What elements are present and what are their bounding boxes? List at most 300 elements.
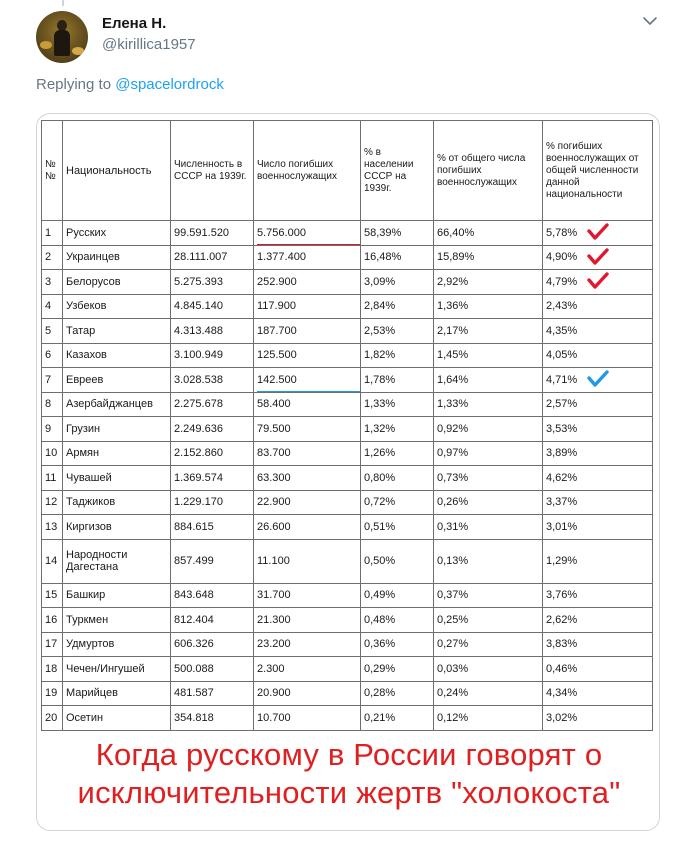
cell-pct-population [361, 294, 434, 319]
cell-nationality [63, 221, 171, 246]
cell-pct-own [543, 270, 653, 295]
nationality-losses-table [41, 120, 653, 731]
cell-killed-text: 58.400 [257, 398, 291, 411]
cell-killed [254, 490, 361, 515]
cell-population-text: 857.499 [174, 555, 214, 567]
cell-pct-total-killed-text: 1,64% [437, 373, 469, 386]
cell-num-text: 2 [45, 251, 52, 264]
table-row [42, 441, 653, 466]
cell-population [171, 221, 254, 246]
cell-killed [254, 294, 361, 319]
cell-population [171, 466, 254, 491]
table-row [42, 368, 653, 393]
cell-num-text: 18 [45, 662, 58, 675]
checkmark-icon [587, 272, 609, 290]
caption-text [37, 736, 660, 812]
cell-pct-total-killed [434, 270, 543, 295]
cell-nationality [63, 270, 171, 295]
cell-killed-text: 1.377.400 [257, 251, 306, 264]
cell-nationality [63, 706, 171, 731]
cell-nationality [63, 608, 171, 633]
cell-num-text: 17 [45, 638, 58, 651]
cell-pct-population-text: 1,33% [364, 398, 396, 411]
cell-killed-text: 10.700 [257, 711, 291, 724]
cell-killed-text: 22.900 [257, 496, 291, 509]
cell-num [42, 441, 63, 466]
cell-pct-total-killed-text: 2,17% [437, 324, 469, 337]
cell-population-text: 606.326 [174, 638, 214, 651]
cell-population [171, 706, 254, 731]
cell-nationality-text: Украинцев [66, 251, 120, 264]
cell-pct-own-text: 4,05% [546, 349, 578, 362]
header-population: Численность в СССР на 1939г. [171, 121, 254, 221]
table-row [42, 515, 653, 540]
header-pct-population: % в населении СССР на 1939г. [361, 121, 434, 221]
cell-pct-population-text: 0,49% [364, 589, 396, 602]
cell-pct-population-text: 58,39% [364, 226, 402, 239]
cell-pct-population-text: 2,53% [364, 324, 396, 337]
cell-pct-own [543, 294, 653, 319]
cell-killed-text: 21.300 [257, 613, 291, 626]
cell-killed-text: 142.500 [257, 373, 297, 386]
cell-pct-population-text: 2,84% [364, 300, 396, 313]
cell-num [42, 681, 63, 706]
table-row [42, 392, 653, 417]
cell-pct-own-text: 3,83% [546, 638, 578, 651]
header-pct-total-killed: % от общего числа погибших военнослужащих [434, 121, 543, 221]
cell-population-text: 1.229.170 [174, 496, 223, 509]
cell-pct-population [361, 343, 434, 368]
cell-killed-text: 26.600 [257, 520, 291, 533]
cell-pct-own-text: 2,43% [546, 300, 578, 313]
cell-nationality-text: Грузин [66, 422, 101, 435]
cell-pct-own [543, 706, 653, 731]
cell-nationality-text: Чечен/Ингушей [66, 662, 145, 675]
cell-population-text: 500.088 [174, 662, 214, 675]
author-handle[interactable]: @kirillica1957 [102, 36, 196, 53]
cell-num-text: 13 [45, 520, 58, 533]
header-pct-own-nationality: % погибших военнослужащих от общей численности данной национальности [543, 121, 653, 221]
cell-num-text: 7 [45, 373, 52, 386]
table-row [42, 270, 653, 295]
cell-pct-population [361, 221, 434, 246]
cell-pct-own-text: 4,62% [546, 471, 578, 484]
cell-killed-text: 252.900 [257, 275, 297, 288]
cell-nationality [63, 490, 171, 515]
caption-line-2: исключительности жертв "холокоста" [77, 775, 621, 810]
cell-num-text: 11 [45, 471, 57, 484]
cell-pct-total-killed [434, 245, 543, 270]
cell-nationality [63, 583, 171, 608]
table-row [42, 466, 653, 491]
cell-population [171, 294, 254, 319]
cell-pct-own [543, 441, 653, 466]
cell-pct-own [543, 490, 653, 515]
table-row [42, 294, 653, 319]
header-killed: Число погибших военнослужащих [254, 121, 361, 221]
cell-population [171, 681, 254, 706]
table-row [42, 657, 653, 682]
cell-nationality [63, 343, 171, 368]
cell-pct-population [361, 270, 434, 295]
cell-killed [254, 245, 361, 270]
cell-pct-own [543, 608, 653, 633]
cell-pct-own-text: 4,90% [546, 251, 578, 264]
cell-num-text: 19 [45, 687, 58, 700]
cell-killed [254, 583, 361, 608]
cell-num [42, 270, 63, 295]
cell-killed [254, 706, 361, 731]
avatar-leaf [40, 41, 52, 49]
cell-population [171, 632, 254, 657]
cell-pct-population [361, 245, 434, 270]
cell-pct-total-killed [434, 490, 543, 515]
cell-pct-own [543, 343, 653, 368]
table-row [42, 706, 653, 731]
cell-num-text: 16 [45, 613, 58, 626]
table-row [42, 245, 653, 270]
cell-pct-total-killed [434, 657, 543, 682]
cell-pct-total-killed-text: 0,26% [437, 496, 469, 509]
cell-nationality-text: Белорусов [66, 275, 121, 288]
cell-nationality [63, 657, 171, 682]
cell-nationality-text: Удмуртов [66, 638, 115, 651]
checkmark-icon [587, 370, 609, 388]
table-row [42, 343, 653, 368]
cell-pct-own [543, 368, 653, 393]
cell-num-text: 20 [45, 711, 58, 724]
cell-nationality-text: Башкир [66, 589, 106, 602]
cell-pct-population [361, 657, 434, 682]
cell-pct-own [543, 466, 653, 491]
replying-to-mention[interactable]: @spacelordrock [115, 76, 224, 93]
cell-pct-own-text: 4,71% [546, 373, 578, 386]
cell-pct-total-killed-text: 0,27% [437, 638, 469, 651]
cell-pct-population-text: 0,48% [364, 613, 396, 626]
cell-killed [254, 681, 361, 706]
cell-pct-total-killed-text: 0,03% [437, 662, 469, 675]
cell-population [171, 515, 254, 540]
cell-pct-own-text: 5,78% [546, 226, 578, 239]
cell-pct-population-text: 0,21% [364, 711, 396, 724]
cell-pct-own [543, 392, 653, 417]
cell-pct-own [543, 539, 653, 583]
cell-nationality [63, 392, 171, 417]
cell-num [42, 245, 63, 270]
cell-pct-total-killed-text: 0,13% [437, 555, 469, 567]
cell-population-text: 99.591.520 [174, 226, 230, 239]
cell-pct-own [543, 657, 653, 682]
cell-pct-total-killed [434, 441, 543, 466]
cell-killed-text: 11.100 [257, 555, 290, 567]
cell-population-text: 481.587 [174, 687, 214, 700]
cell-pct-total-killed [434, 539, 543, 583]
table-row [42, 632, 653, 657]
cell-population-text: 884.615 [174, 520, 214, 533]
cell-pct-total-killed [434, 608, 543, 633]
cell-killed [254, 466, 361, 491]
cell-killed [254, 608, 361, 633]
cell-pct-total-killed-text: 0,92% [437, 422, 469, 435]
highlight-underline [257, 391, 361, 393]
cell-killed-text: 125.500 [257, 349, 297, 362]
cell-pct-own-text: 1,29% [546, 555, 578, 567]
cell-killed [254, 392, 361, 417]
cell-population [171, 608, 254, 633]
cell-population [171, 368, 254, 393]
replying-prefix: Replying to [36, 76, 112, 93]
table-row [42, 608, 653, 633]
cell-pct-population [361, 466, 434, 491]
cell-num-text: 3 [45, 275, 52, 288]
cell-num-text: 1 [45, 226, 52, 239]
cell-population [171, 319, 254, 344]
cell-pct-total-killed-text: 0,37% [437, 589, 469, 602]
cell-nationality-text: Азербайджанцев [66, 398, 153, 411]
cell-pct-total-killed-text: 0,97% [437, 447, 469, 460]
cell-nationality-text: Чувашей [66, 471, 112, 484]
cell-nationality-text: Узбеков [66, 300, 107, 313]
cell-nationality [63, 466, 171, 491]
cell-num [42, 466, 63, 491]
cell-pct-total-killed [434, 632, 543, 657]
cell-pct-population-text: 0,29% [364, 662, 396, 675]
cell-killed [254, 657, 361, 682]
cell-pct-total-killed-text: 1,36% [437, 300, 469, 313]
cell-pct-total-killed [434, 294, 543, 319]
cell-pct-own-text: 0,46% [546, 662, 578, 675]
cell-nationality [63, 515, 171, 540]
replying-to-line [36, 76, 224, 93]
cell-pct-population [361, 441, 434, 466]
cell-nationality-text: Народности Дагестана [66, 549, 128, 573]
cell-pct-population [361, 392, 434, 417]
cell-pct-population [361, 490, 434, 515]
cell-killed [254, 515, 361, 540]
cell-pct-own-text: 3,89% [546, 447, 578, 460]
highlight-underline [257, 244, 361, 246]
cell-population [171, 245, 254, 270]
cell-pct-total-killed [434, 392, 543, 417]
cell-pct-own [543, 681, 653, 706]
cell-population-text: 812.404 [174, 613, 214, 626]
author-avatar[interactable] [36, 11, 88, 63]
cell-pct-total-killed-text: 15,89% [437, 251, 475, 264]
cell-pct-population-text: 1,78% [364, 373, 396, 386]
cell-num [42, 515, 63, 540]
cell-pct-total-killed-text: 2,92% [437, 275, 469, 288]
cell-killed-text: 187.700 [257, 324, 297, 337]
cell-population-text: 1.369.574 [174, 471, 223, 484]
cell-population-text: 4.845.140 [174, 300, 223, 313]
cell-num [42, 368, 63, 393]
cell-killed [254, 368, 361, 393]
cell-pct-population [361, 706, 434, 731]
cell-population [171, 417, 254, 442]
cell-nationality-text: Русских [66, 226, 107, 239]
cell-pct-population-text: 1,32% [364, 422, 396, 435]
avatar-leaf [72, 47, 84, 55]
cell-num [42, 294, 63, 319]
table-row [42, 490, 653, 515]
header-nationality: Национальность [63, 121, 171, 221]
cell-nationality-text: Евреев [66, 373, 104, 386]
checkmark-icon [587, 248, 609, 266]
cell-nationality-text: Туркмен [66, 613, 109, 626]
cell-pct-own-text: 3,02% [546, 711, 578, 724]
cell-killed-text: 23.200 [257, 638, 291, 651]
cell-num [42, 319, 63, 344]
cell-nationality-text: Киргизов [66, 520, 112, 533]
cell-pct-own-text: 2,57% [546, 398, 578, 411]
cell-num [42, 608, 63, 633]
cell-pct-population [361, 539, 434, 583]
table-row [42, 319, 653, 344]
cell-killed-text: 79.500 [257, 422, 291, 435]
cell-pct-population-text: 0,80% [364, 471, 396, 484]
cell-pct-own-text: 3,37% [546, 496, 578, 509]
cell-num [42, 417, 63, 442]
cell-population-text: 4.313.488 [174, 324, 223, 337]
cell-killed [254, 319, 361, 344]
chevron-down-icon[interactable] [641, 14, 659, 28]
cell-population-text: 2.249.636 [174, 422, 223, 435]
cell-pct-population [361, 417, 434, 442]
cell-nationality-text: Таджиков [66, 496, 116, 509]
cell-killed [254, 417, 361, 442]
cell-pct-population [361, 368, 434, 393]
cell-pct-total-killed [434, 583, 543, 608]
cell-pct-total-killed [434, 319, 543, 344]
thread-connector-line [62, 0, 64, 6]
cell-killed-text: 83.700 [257, 447, 291, 460]
cell-pct-population-text: 0,51% [364, 520, 396, 533]
cell-pct-population-text: 1,26% [364, 447, 396, 460]
cell-pct-total-killed-text: 1,45% [437, 349, 469, 362]
cell-pct-own [543, 632, 653, 657]
author-name[interactable]: Елена Н. [102, 15, 167, 32]
cell-pct-population-text: 3,09% [364, 275, 396, 288]
cell-population-text: 2.152.860 [174, 447, 223, 460]
cell-pct-own-text: 2,62% [546, 613, 578, 626]
cell-population-text: 843.648 [174, 589, 214, 602]
cell-pct-population-text: 0,28% [364, 687, 396, 700]
cell-pct-own-text: 4,34% [546, 687, 578, 700]
checkmark-icon [587, 223, 609, 241]
cell-pct-total-killed [434, 681, 543, 706]
cell-population [171, 392, 254, 417]
cell-population [171, 657, 254, 682]
table-row [42, 539, 653, 583]
cell-nationality [63, 441, 171, 466]
cell-pct-population [361, 319, 434, 344]
cell-nationality [63, 632, 171, 657]
header-num: № № [42, 121, 63, 221]
cell-num-text: 4 [45, 300, 52, 313]
cell-pct-total-killed-text: 0,31% [437, 520, 469, 533]
cell-num [42, 343, 63, 368]
cell-nationality-text: Марийцев [66, 687, 118, 700]
cell-num-text: 14 [45, 555, 58, 567]
cell-pct-total-killed-text: 0,24% [437, 687, 469, 700]
cell-pct-own [543, 583, 653, 608]
cell-pct-total-killed-text: 1,33% [437, 398, 469, 411]
cell-pct-own [543, 245, 653, 270]
cell-pct-total-killed [434, 417, 543, 442]
cell-num [42, 392, 63, 417]
cell-population-text: 28.111.007 [174, 251, 228, 264]
cell-nationality [63, 539, 171, 583]
cell-nationality [63, 245, 171, 270]
cell-pct-own-text: 3,76% [546, 589, 578, 602]
cell-num [42, 221, 63, 246]
cell-pct-population [361, 681, 434, 706]
cell-pct-own [543, 417, 653, 442]
cell-pct-total-killed [434, 221, 543, 246]
cell-num-text: 9 [45, 422, 52, 435]
cell-population-text: 3.028.538 [174, 373, 223, 386]
cell-population-text: 3.100.949 [174, 349, 223, 362]
cell-population [171, 270, 254, 295]
avatar-figure-body [54, 30, 70, 56]
cell-pct-population [361, 608, 434, 633]
table-header-row [42, 121, 653, 221]
cell-pct-population [361, 515, 434, 540]
cell-pct-total-killed [434, 466, 543, 491]
cell-pct-total-killed [434, 706, 543, 731]
cell-nationality [63, 681, 171, 706]
cell-population-text: 5.275.393 [174, 275, 223, 288]
cell-num-text: 8 [45, 398, 52, 411]
cell-num-text: 12 [45, 496, 58, 509]
cell-num [42, 490, 63, 515]
cell-nationality [63, 319, 171, 344]
cell-pct-total-killed [434, 368, 543, 393]
cell-nationality [63, 417, 171, 442]
cell-nationality-text: Осетин [66, 711, 104, 724]
tweet-image[interactable] [36, 113, 660, 831]
cell-pct-own-text: 4,35% [546, 324, 578, 337]
cell-pct-own [543, 319, 653, 344]
cell-population-text: 354.818 [174, 711, 214, 724]
cell-killed [254, 632, 361, 657]
cell-pct-total-killed-text: 0,25% [437, 613, 469, 626]
cell-pct-own-text: 3,53% [546, 422, 578, 435]
cell-num [42, 583, 63, 608]
cell-population [171, 441, 254, 466]
cell-pct-total-killed [434, 343, 543, 368]
cell-pct-own-text: 4,79% [546, 275, 578, 288]
cell-num [42, 632, 63, 657]
cell-nationality-text: Армян [66, 447, 100, 460]
caption-line-1: Когда русскому в России говорят о [95, 737, 603, 772]
cell-num-text: 10 [45, 447, 58, 460]
cell-population-text: 2.275.678 [174, 398, 223, 411]
cell-killed-text: 31.700 [257, 589, 291, 602]
cell-pct-population-text: 0,72% [364, 496, 396, 509]
cell-pct-total-killed-text: 0,12% [437, 711, 469, 724]
cell-nationality [63, 368, 171, 393]
cell-pct-own [543, 515, 653, 540]
cell-killed-text: 5.756.000 [257, 226, 306, 239]
cell-pct-own [543, 221, 653, 246]
cell-num-text: 6 [45, 349, 52, 362]
cell-pct-population [361, 583, 434, 608]
cell-population [171, 583, 254, 608]
cell-pct-total-killed-text: 66,40% [437, 226, 475, 239]
cell-population [171, 490, 254, 515]
cell-killed [254, 221, 361, 246]
